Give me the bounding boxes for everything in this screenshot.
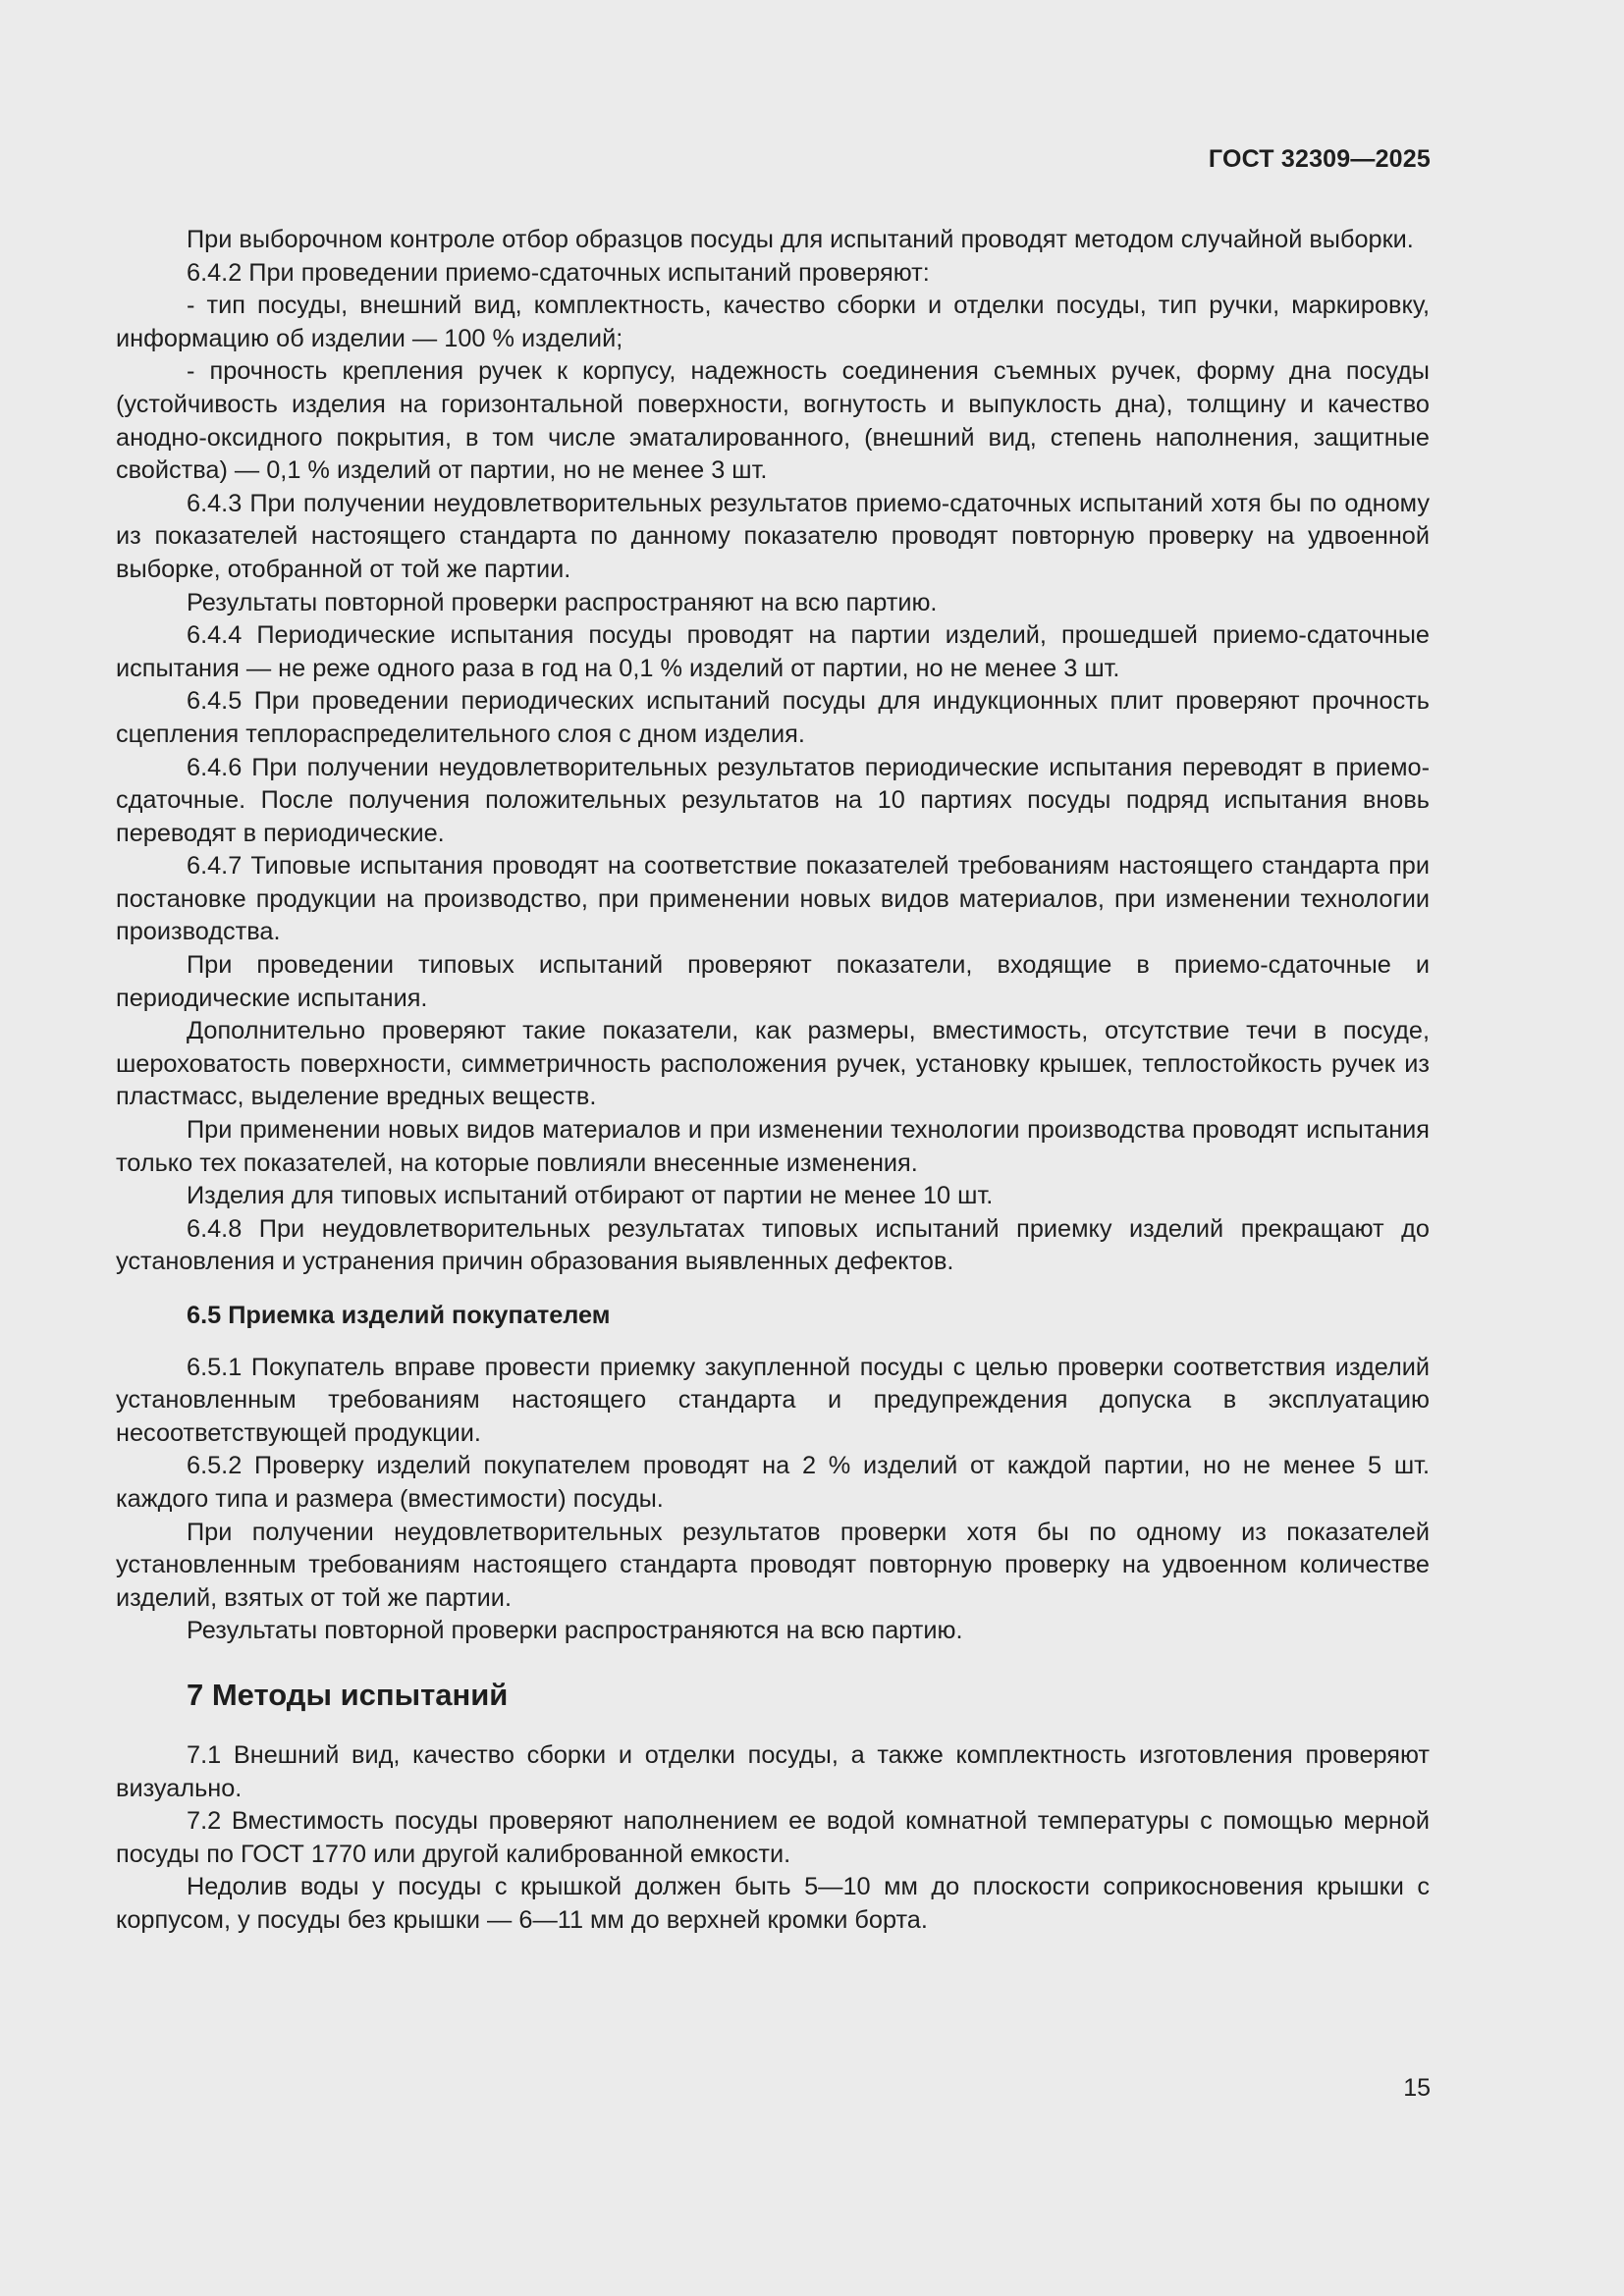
paragraph: 6.4.2 При проведении приемо-сдаточных испытаний проверяют:	[187, 258, 930, 287]
page-number: 15	[1403, 2074, 1431, 2102]
paragraph: 7.2 Вместимость посуды проверяют наполнением ее водой комнатной температуры с помощью мерной посуды по ГОСТ 1770 или другой калиброванной емкости.	[116, 1807, 1430, 1868]
paragraph: - тип посуды, внешний вид, комплектность, качество сборки и отделки посуды, тип ручки, маркировку, информацию об изделии — 100 % изделий;	[116, 292, 1430, 352]
paragraph: 6.5.2 Проверку изделий покупателем проводят на 2 % изделий от каждой партии, но не менее 5 шт. каждого типа и размера (вместимости) посуды.	[116, 1452, 1430, 1513]
paragraph: При применении новых видов материалов и при изменении технологии производства проводят испытания только тех показателей, на которые повлияли внесенные изменения.	[116, 1116, 1430, 1177]
paragraph: 6.4.3 При получении неудовлетворительных результатов приемо-сдаточных испытаний хотя бы по одному из показателей настоящего стандарта по данному показателю проводят повторную проверку на удвоенной выборке, отобранной от той же партии.	[116, 489, 1430, 583]
page-body	[116, 224, 1430, 1938]
document-designation: ГОСТ 32309—2025	[1208, 145, 1431, 173]
paragraph: 6.4.6 При получении неудовлетворительных результатов периодические испытания переводят в приемо-сдаточные. После получения положительных результатов на 10 партиях посуды подряд испытания вновь переводят в периодические.	[116, 753, 1430, 847]
paragraph: 6.4.8 При неудовлетворительных результатах типовых испытаний приемку изделий прекращают до установления и устранения причин образования выявленных дефектов.	[116, 1214, 1430, 1276]
paragraph: 7.1 Внешний вид, качество сборки и отделки посуды, а также комплектность изготовления проверяют визуально.	[116, 1740, 1430, 1802]
paragraph: При выборочном контроле отбор образцов посуды для испытаний проводят методом случайной выборки.	[187, 226, 1414, 253]
paragraph: Недолив воды у посуды с крышкой должен быть 5—10 мм до плоскости соприкосновения крышки с корпусом, у посуды без крышки — 6—11 мм до верхней кромки борта.	[116, 1873, 1430, 1934]
paragraph: - прочность крепления ручек к корпусу, надежность соединения съемных ручек, форму дна посуды (устойчивость изделия на горизонтальной поверхности, вогнутость и выпуклость дна), толщину и качество анодно-оксидного покрытия, в том числе эматалированного, (внешний вид, степень наполнения, защитные свойства) — 0,1 % изделий от партии, но не менее 3 шт.	[116, 357, 1430, 485]
paragraph: 6.4.5 При проведении периодических испытаний посуды для индукционных плит проверяют прочность сцепления теплораспределительного слоя с дном изделия.	[116, 687, 1430, 748]
paragraph: Результаты повторной проверки распространяются на всю партию.	[187, 1617, 963, 1645]
paragraph: 6.4.7 Типовые испытания проводят на соответствие показателей требованиям настоящего стандарта при постановке продукции на производство, при применении новых видов материалов, при изменении технологии производства.	[116, 852, 1430, 946]
paragraph: Результаты повторной проверки распространяют на всю партию.	[187, 588, 938, 616]
paragraph: 6.5.1 Покупатель вправе провести приемку закупленной посуды с целью проверки соответствия изделий установленным требованиям настоящего стандарта и предупреждения допуска в эксплуатацию несоответствующей продукции.	[116, 1353, 1430, 1447]
paragraph: 6.4.4 Периодические испытания посуды проводят на партии изделий, прошедшей приемо-сдаточные испытания — не реже одного раза в год на 0,1 % изделий от партии, но не менее 3 шт.	[116, 621, 1430, 682]
section-heading: 7 Методы испытаний	[187, 1677, 509, 1712]
paragraph: Изделия для типовых испытаний отбирают от партии не менее 10 шт.	[187, 1182, 994, 1210]
subsection-heading: 6.5 Приемка изделий покупателем	[187, 1302, 611, 1329]
paragraph: При получении неудовлетворительных результатов проверки хотя бы по одному из показателей установленным требованиям настоящего стандарта проводят повторную проверку на удвоенном количестве изделий, взятых от той же партии.	[116, 1518, 1430, 1612]
paragraph: Дополнительно проверяют такие показатели, как размеры, вместимость, отсутствие течи в посуде, шероховатость поверхности, симметричность расположения ручек, установку крышек, теплостойкость ручек из пластмасс, выделение вредных веществ.	[116, 1017, 1430, 1111]
paragraph: При проведении типовых испытаний проверяют показатели, входящие в приемо-сдаточные и периодические испытания.	[116, 951, 1430, 1012]
